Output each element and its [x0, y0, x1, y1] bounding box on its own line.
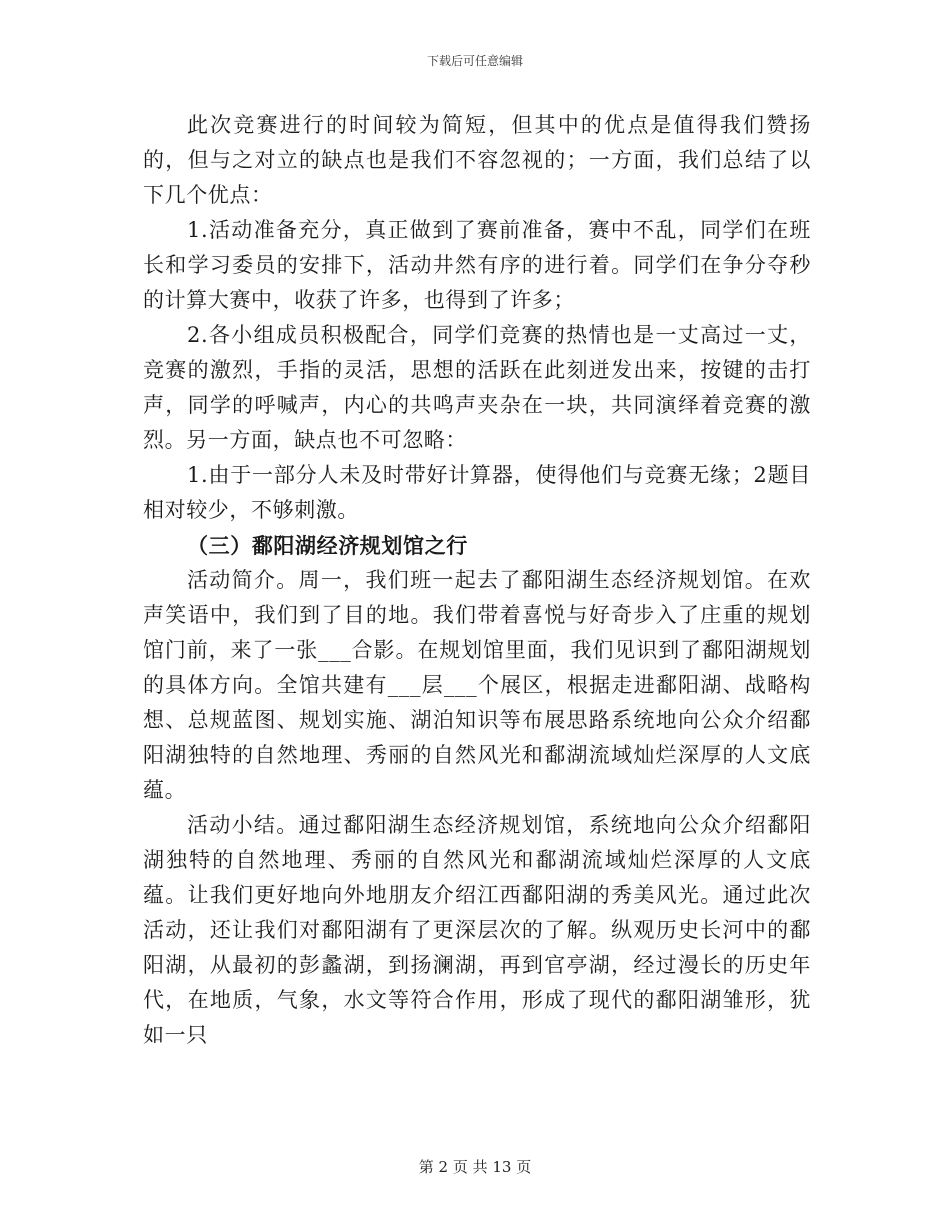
paragraph-advantage-2: 2.各小组成员积极配合，同学们竞赛的热情也是一丈高过一丈，竞赛的激烈，手指的灵活，思想的活跃在此刻迸发出来，按键的击打声，同学的呼喊声，内心的共鸣声夹杂在一块，共同演绎着竞赛的激烈。另一方面，缺点也不可忽略： [143, 323, 811, 452]
section-heading: （三）鄱阳湖经济规划馆之行 [187, 533, 468, 558]
paragraph-shortcoming: 1.由于一部分人未及时带好计算器，使得他们与竞赛无缘；2题目相对较少，不够刺激。 [143, 463, 811, 522]
document-body [143, 108, 811, 1053]
paragraph-activity-summary: 活动小结。通过鄱阳湖生态经济规划馆，系统地向公众介绍鄱阳湖独特的自然地理、秀丽的自然风光和鄱湖流域灿烂深厚的人文底蕴。让我们更好地向外地朋友介绍江西鄱阳湖的秀美风光。通过此次活动，还让我们对鄱阳湖有了更深层次的了解。纵观历史长河中的鄱阳湖，从最初的彭蠡湖，到扬澜湖，再到官亭湖，经过漫长的历史年代，在地质，气象，水文等符合作用，形成了现代的鄱阳湖雏形，犹如一只 [143, 813, 811, 1047]
page-footer: 第 2 页 共 13 页 [418, 1158, 532, 1176]
page-header: 下载后可任意编辑 [426, 54, 523, 68]
paragraph-advantage-1: 1.活动准备充分，真正做到了赛前准备，赛中不乱，同学们在班长和学习委员的安排下，活动井然有序的进行着。同学们在争分夺秒的计算大赛中，收获了许多，也得到了许多； [143, 218, 811, 312]
paragraph-intro: 此次竞赛进行的时间较为简短，但其中的优点是值得我们赞扬的，但与之对立的缺点也是我们不容忽视的；一方面，我们总结了以下几个优点： [143, 113, 811, 207]
paragraph-activity-intro: 活动简介。周一，我们班一起去了鄱阳湖生态经济规划馆。在欢声笑语中，我们到了目的地。我们带着喜悦与好奇步入了庄重的规划馆门前，来了一张___合影。在规划馆里面，我们见识到了鄱阳湖规划的具体方向。全馆共建有___层___个展区，根据走进鄱阳湖、战略构想、总规蓝图、规划实施、湖泊知识等布展思路系统地向公众介绍鄱阳湖独特的自然地理、秀丽的自然风光和鄱湖流域灿烂深厚的人文底蕴。 [143, 568, 811, 802]
